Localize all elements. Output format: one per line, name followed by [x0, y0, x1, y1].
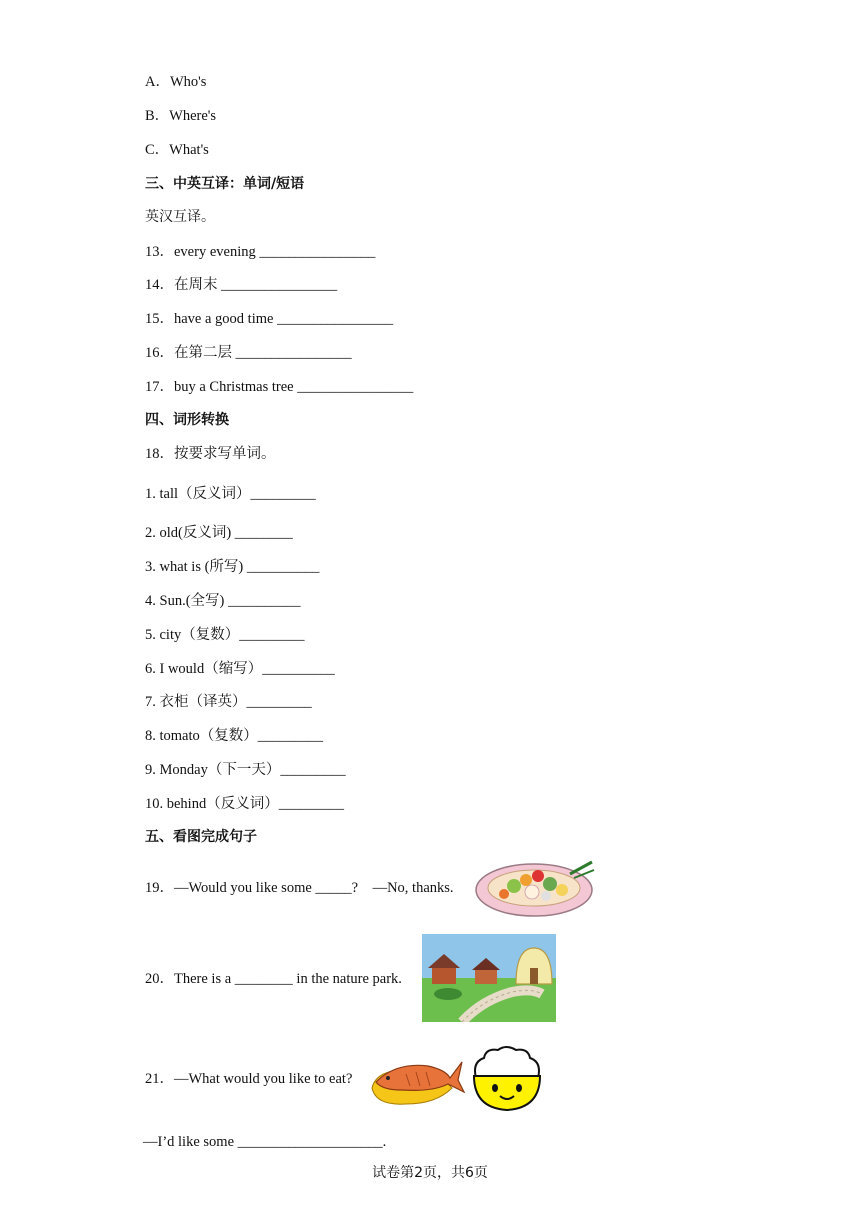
- word-item-3: 3. what is (所写) __________: [145, 559, 320, 575]
- nature-park-house-image: [422, 934, 556, 1022]
- word-item-8: 8. tomato（复数）_________: [145, 728, 324, 744]
- salad-plate-image: [474, 856, 598, 920]
- option-b: B．Where's: [145, 108, 217, 124]
- question-13: 13．every evening ________________: [145, 244, 376, 260]
- question-16: 16．在第二层 ________________: [145, 345, 352, 361]
- word-item-6: 6. I would（缩写）__________: [145, 661, 335, 677]
- option-c: C．What's: [145, 142, 209, 158]
- question-18: 18．按要求写单词。: [145, 446, 276, 462]
- page-footer: 试卷第2页，共6页: [372, 1165, 488, 1181]
- question-19: 19．—Would you like some _____? —No, thanks.: [145, 880, 454, 896]
- word-item-4: 4. Sun.(全写) __________: [145, 593, 301, 609]
- question-14: 14．在周末 ________________: [145, 277, 338, 293]
- word-item-7: 7. 衣柜（译英）_________: [145, 694, 312, 710]
- section-3-instruction: 英汉互译。: [145, 209, 215, 225]
- question-15: 15．have a good time ________________: [145, 311, 394, 327]
- option-a: A．Who's: [145, 74, 207, 90]
- question-20: 20．There is a ________ in the nature park.: [145, 971, 402, 987]
- word-item-10: 10. behind（反义词）_________: [145, 796, 344, 812]
- section-3-title: 三、中英互译：单词/短语: [145, 176, 305, 192]
- word-item-1: 1. tall（反义词）_________: [145, 486, 316, 502]
- word-item-5: 5. city（复数）_________: [145, 627, 305, 643]
- question-17: 17．buy a Christmas tree ________________: [145, 379, 414, 395]
- word-item-9: 9. Monday（下一天）_________: [145, 762, 346, 778]
- question-21: 21．—What would you like to eat?: [145, 1071, 353, 1087]
- section-5-title: 五、看图完成句子: [145, 829, 257, 845]
- word-item-2: 2. old(反义词) ________: [145, 525, 293, 541]
- rice-bowl-image: [468, 1044, 546, 1116]
- fish-image: [366, 1048, 466, 1112]
- section-4-title: 四、词形转换: [145, 412, 229, 428]
- question-21-answer: —I’d like some ____________________.: [143, 1134, 387, 1150]
